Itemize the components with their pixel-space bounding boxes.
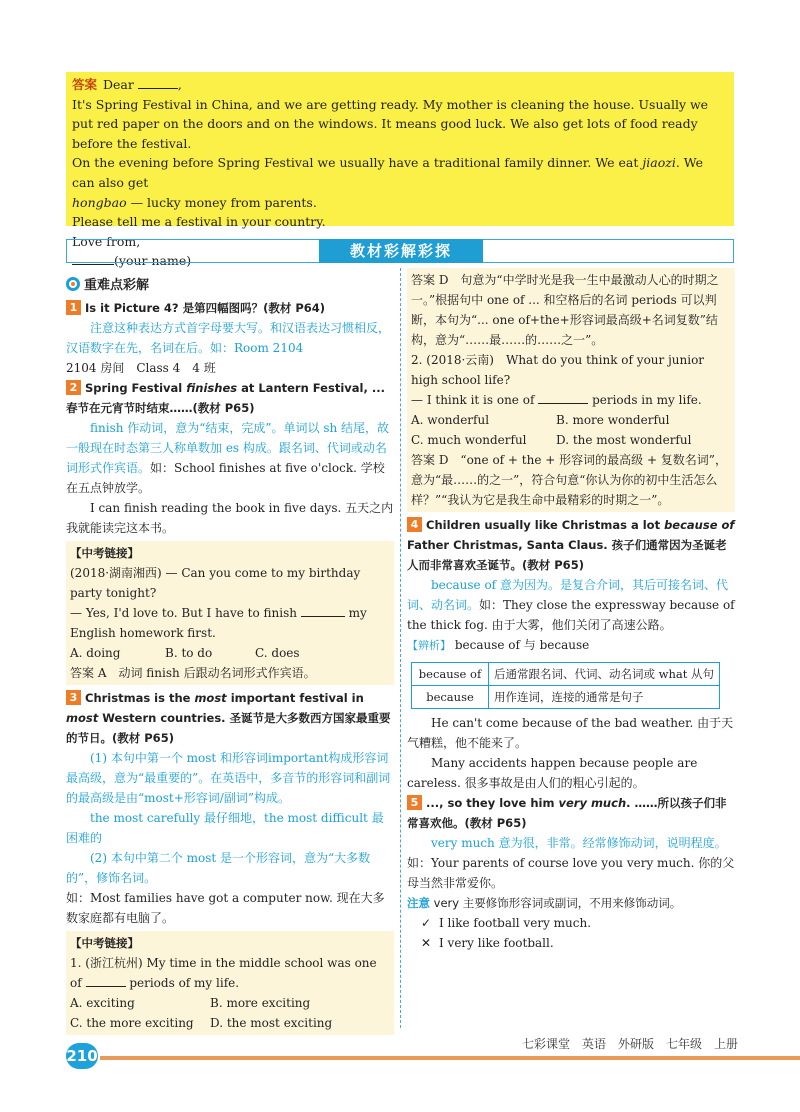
item-3: 3 Christmas is the most important festival in most Western countries. 圣诞节是大多数西方国家最重要的节日。(教材 P65) (1) 本句中第一个 most 和形容词important构成形容词最高级，意为“最重要的”。在英语中，多音节的形容词和副词的最高级是由“most+形容词/副词”构成。 the most carefully 最仔细地，the most difficult 最困难的 (2) 本句中第二个 most 是一个形容词，意为“大多数的”，修饰名词。 如：Most families have got a computer now. 现在大多数家庭都有电脑了。 — [66, 688, 394, 928]
comparison-table — [411, 662, 720, 709]
item-number: 2 — [66, 380, 81, 395]
check-icon: ✓ — [421, 916, 432, 930]
section-title-bar — [66, 239, 734, 263]
explanation: very much 意为很，非常。经常修饰动词，说明程度。 — [431, 836, 727, 850]
exam-answer: 答案 D “one of + the + 形容词的最高级 + 复数名词”，意为“最……的之一”，符合句意“你认为你的初中生活怎么样？”“我认为它是我生命中最精彩的时期之一”。 — [411, 453, 727, 507]
exam-question: 2. (2018·云南) What do you think of your junior high school life? — [411, 353, 705, 387]
exam-answer: 答案 D 句意为“中学时光是我一生中最激动人心的时期之一。”根据句中 one of ... 和空格后的名词 periods 可以判断，本句为“... one of+the+形容词最高级+名词复数”结构，意为“……最……的……之一”。 — [411, 273, 719, 347]
example: 如：Your parents of course love you very much. 你的父母当然非常爱你。 — [407, 856, 735, 890]
answer-line: Love from, — [72, 233, 141, 249]
explanation: (2) 本句中第二个 most 是一个形容词，意为“大多数的”，修饰名词。 — [66, 851, 371, 885]
example: I can finish reading the book in five days. 五天之内我就能读完这本书。 — [66, 501, 394, 535]
item-2: 2 Spring Festival finishes at Lantern Festival, ... 春节在元宵节时结束……(教材 P65) finish 作动词，意为“结束，完成”。单词以 sh 结尾，故一般现在时态第三人称单数加 es 构成。跟名词、代词或动名词形式作宾语。如：School finishes at five o'clock. 学校在五点钟放学。 I can finish reading the book in five days. 五天之内我就能读完这本书。 — [66, 378, 394, 538]
footer-bar — [100, 1056, 800, 1060]
exam-link-box-continued: 答案 D 句意为“中学时光是我一生中最激动人心的时期之一。”根据句中 one of ... 和空格后的名词 periods 可以判断，本句为“... one of+the+形容词最高级+名词复数”结构，意为“……最……的……之一”。 2. (2018·云南) What do you think of your junior high school life? — I think it is one of periods in my life. A. wonderful B. more wonderful C. much wonderful D. the most wonderful 答案 D “one of + the + 形容词的最高级 + 复数名词”，意为“最……的之一”，符合句意“你认为你的初中生活怎么样？”“我认为它是我生命中最精彩的时期之一”。 — [407, 268, 735, 512]
location-pin-icon — [66, 277, 80, 291]
section-title: 教材彩解彩探 — [319, 239, 483, 263]
blank — [301, 616, 345, 617]
options: A. doing B. to do C. does — [70, 646, 300, 660]
exam-answer: 答案 A 动词 finish 后跟动名词形式作宾语。 — [70, 666, 316, 680]
blank — [86, 986, 126, 987]
dear-text: Dear — [103, 77, 134, 92]
item-number: 4 — [407, 517, 422, 532]
note: 注意 very 主要修饰形容词或副词，不用来修饰动词。 — [407, 896, 682, 910]
blank — [138, 88, 178, 89]
table-row: because of 后通常跟名词、代词、动名词或 what 从句 — [412, 663, 720, 686]
exam-link-box: 【中考链接】 1. (浙江杭州) My time in the middle school was one of periods of my life. A. exciting B. more exciting C. the more exciting D. the most exciting — [66, 931, 394, 1035]
explanation: finish 作动词，意为“结束，完成”。单词以 sh 结尾，故一般现在时态第三人称单数加 es 构成。跟名词、代词或动名词形式作宾语。 — [66, 421, 390, 475]
answer-line: It's Spring Festival in China, and we are getting ready. My mother is cleaning the house. Usually we put red paper on the doors and on the windows. It means good luck. We also get lots of food ready before the festival. — [72, 96, 709, 151]
answer-line: Please tell me a festival in your country. — [72, 214, 326, 230]
right-column — [407, 268, 735, 953]
column-divider — [400, 268, 401, 1028]
blank — [72, 264, 114, 265]
page-number: 210 — [66, 1043, 98, 1069]
item-1: 1 Is it Picture 4? 是第四幅图吗？(教材 P64) 注意这种表达方式首字母要大写。和汉语表达习惯相反，汉语数字在先，名词在后。如：Room 2104 2104 房间 Class 4 4 班 — [66, 298, 394, 378]
item-5: 5 ..., so they love him very much. ……所以孩子们非常喜欢他。(教材 P65) very much 意为很，非常。经常修饰动词，说明程度。如：Your parents of course love you very much. 你的父母当然非常爱你。 注意 very 主要修饰形容词或副词，不用来修饰动词。 ✓ I like football very much. ✕ I very like football. — [407, 793, 735, 953]
explanation: (1) 本句中第一个 most 和形容词important构成形容词最高级，意为“最重要的”。在英语中，多音节的形容词和副词的最高级是由“most+形容词/副词”构成。 — [66, 751, 391, 805]
exam-link-box: 【中考链接】 (2018·湖南湘西) — Can you come to my birthday party tonight? — Yes, I'd love to. But I have to finish my English homework first. A. doing B. to do C. does 答案 A 动词 finish 后跟动名词形式作宾语。 — [66, 541, 394, 685]
explanation: the most carefully 最仔细地，the most difficult 最困难的 — [66, 811, 384, 845]
item-number: 3 — [66, 690, 81, 705]
item-number: 1 — [66, 300, 81, 315]
left-column — [66, 276, 394, 1038]
answer-line: On the evening before Spring Festival we usually have a traditional family dinner. We eat jiaozi. We can also get hongbao — lucky money from parents. — [72, 155, 704, 210]
answer-line: (your name) — [72, 251, 728, 271]
note-tag: 注意 — [407, 896, 430, 910]
example: He can't come because of the bad weather. 由于天气糟糕，他不能来了。 — [407, 716, 734, 750]
example: 如：School finishes at five o'clock. 学校在五点钟放学。 — [66, 461, 385, 495]
blank — [538, 403, 588, 404]
analysis-tag: 【辨析】 — [407, 639, 451, 652]
answer-dear-line: 答案 Dear , — [72, 77, 182, 92]
table-row: because 用作连词，连接的通常是句子 — [412, 686, 720, 709]
footer-book-title: 七彩课堂 英语 外研版 七年级 上册 — [521, 1037, 738, 1051]
left-heading: 重难点彩解 — [66, 276, 394, 296]
example: 2104 房间 Class 4 4 班 — [66, 361, 216, 375]
item-4: 4 Children usually like Christmas a lot because of Father Christmas, Santa Claus. 孩子们通常因为圣诞老人而非常喜欢圣诞节。(教材 P65) because of 意为因为。是复合介词，其后可接名词、代词、动名词。如：They close the expressway because of the thick fog. 由于大雾，他们关闭了高速公路。 【辨析】 because of 与 because because of 后通常跟名词、代词、动名词或 what 从句 because 用作连词，连接的通常是句子 He can't come because of the bad weather. 由于天气糟糕，他不能来了。 Many accidents happen because people are careless. 很多事故是由人们的粗心引起的。 — [407, 515, 735, 793]
exam-link-heading: 【中考链接】 — [70, 546, 139, 560]
item-number: 5 — [407, 795, 422, 810]
example: Many accidents happen because people are careless. 很多事故是由人们的粗心引起的。 — [407, 756, 698, 790]
exam-link-heading: 【中考链接】 — [70, 936, 139, 950]
explanation: because of 意为因为。是复合介词，其后可接名词、代词、动名词。 — [407, 578, 728, 612]
example: 如：Most families have got a computer now. 现在大多数家庭都有电脑了。 — [66, 891, 385, 925]
answer-label: 答案 — [72, 77, 98, 92]
example: 如：They close the expressway because of the thick fog. 由于大雾，他们关闭了高速公路。 — [407, 598, 735, 632]
cross-icon: ✕ — [421, 936, 432, 950]
explanation: 注意这种表达方式首字母要大写。和汉语表达习惯相反，汉语数字在先，名词在后。如：Room 2104 — [66, 321, 391, 355]
exam-question: (2018·湖南湘西) — Can you come to my birthday party tonight? — [70, 566, 361, 600]
